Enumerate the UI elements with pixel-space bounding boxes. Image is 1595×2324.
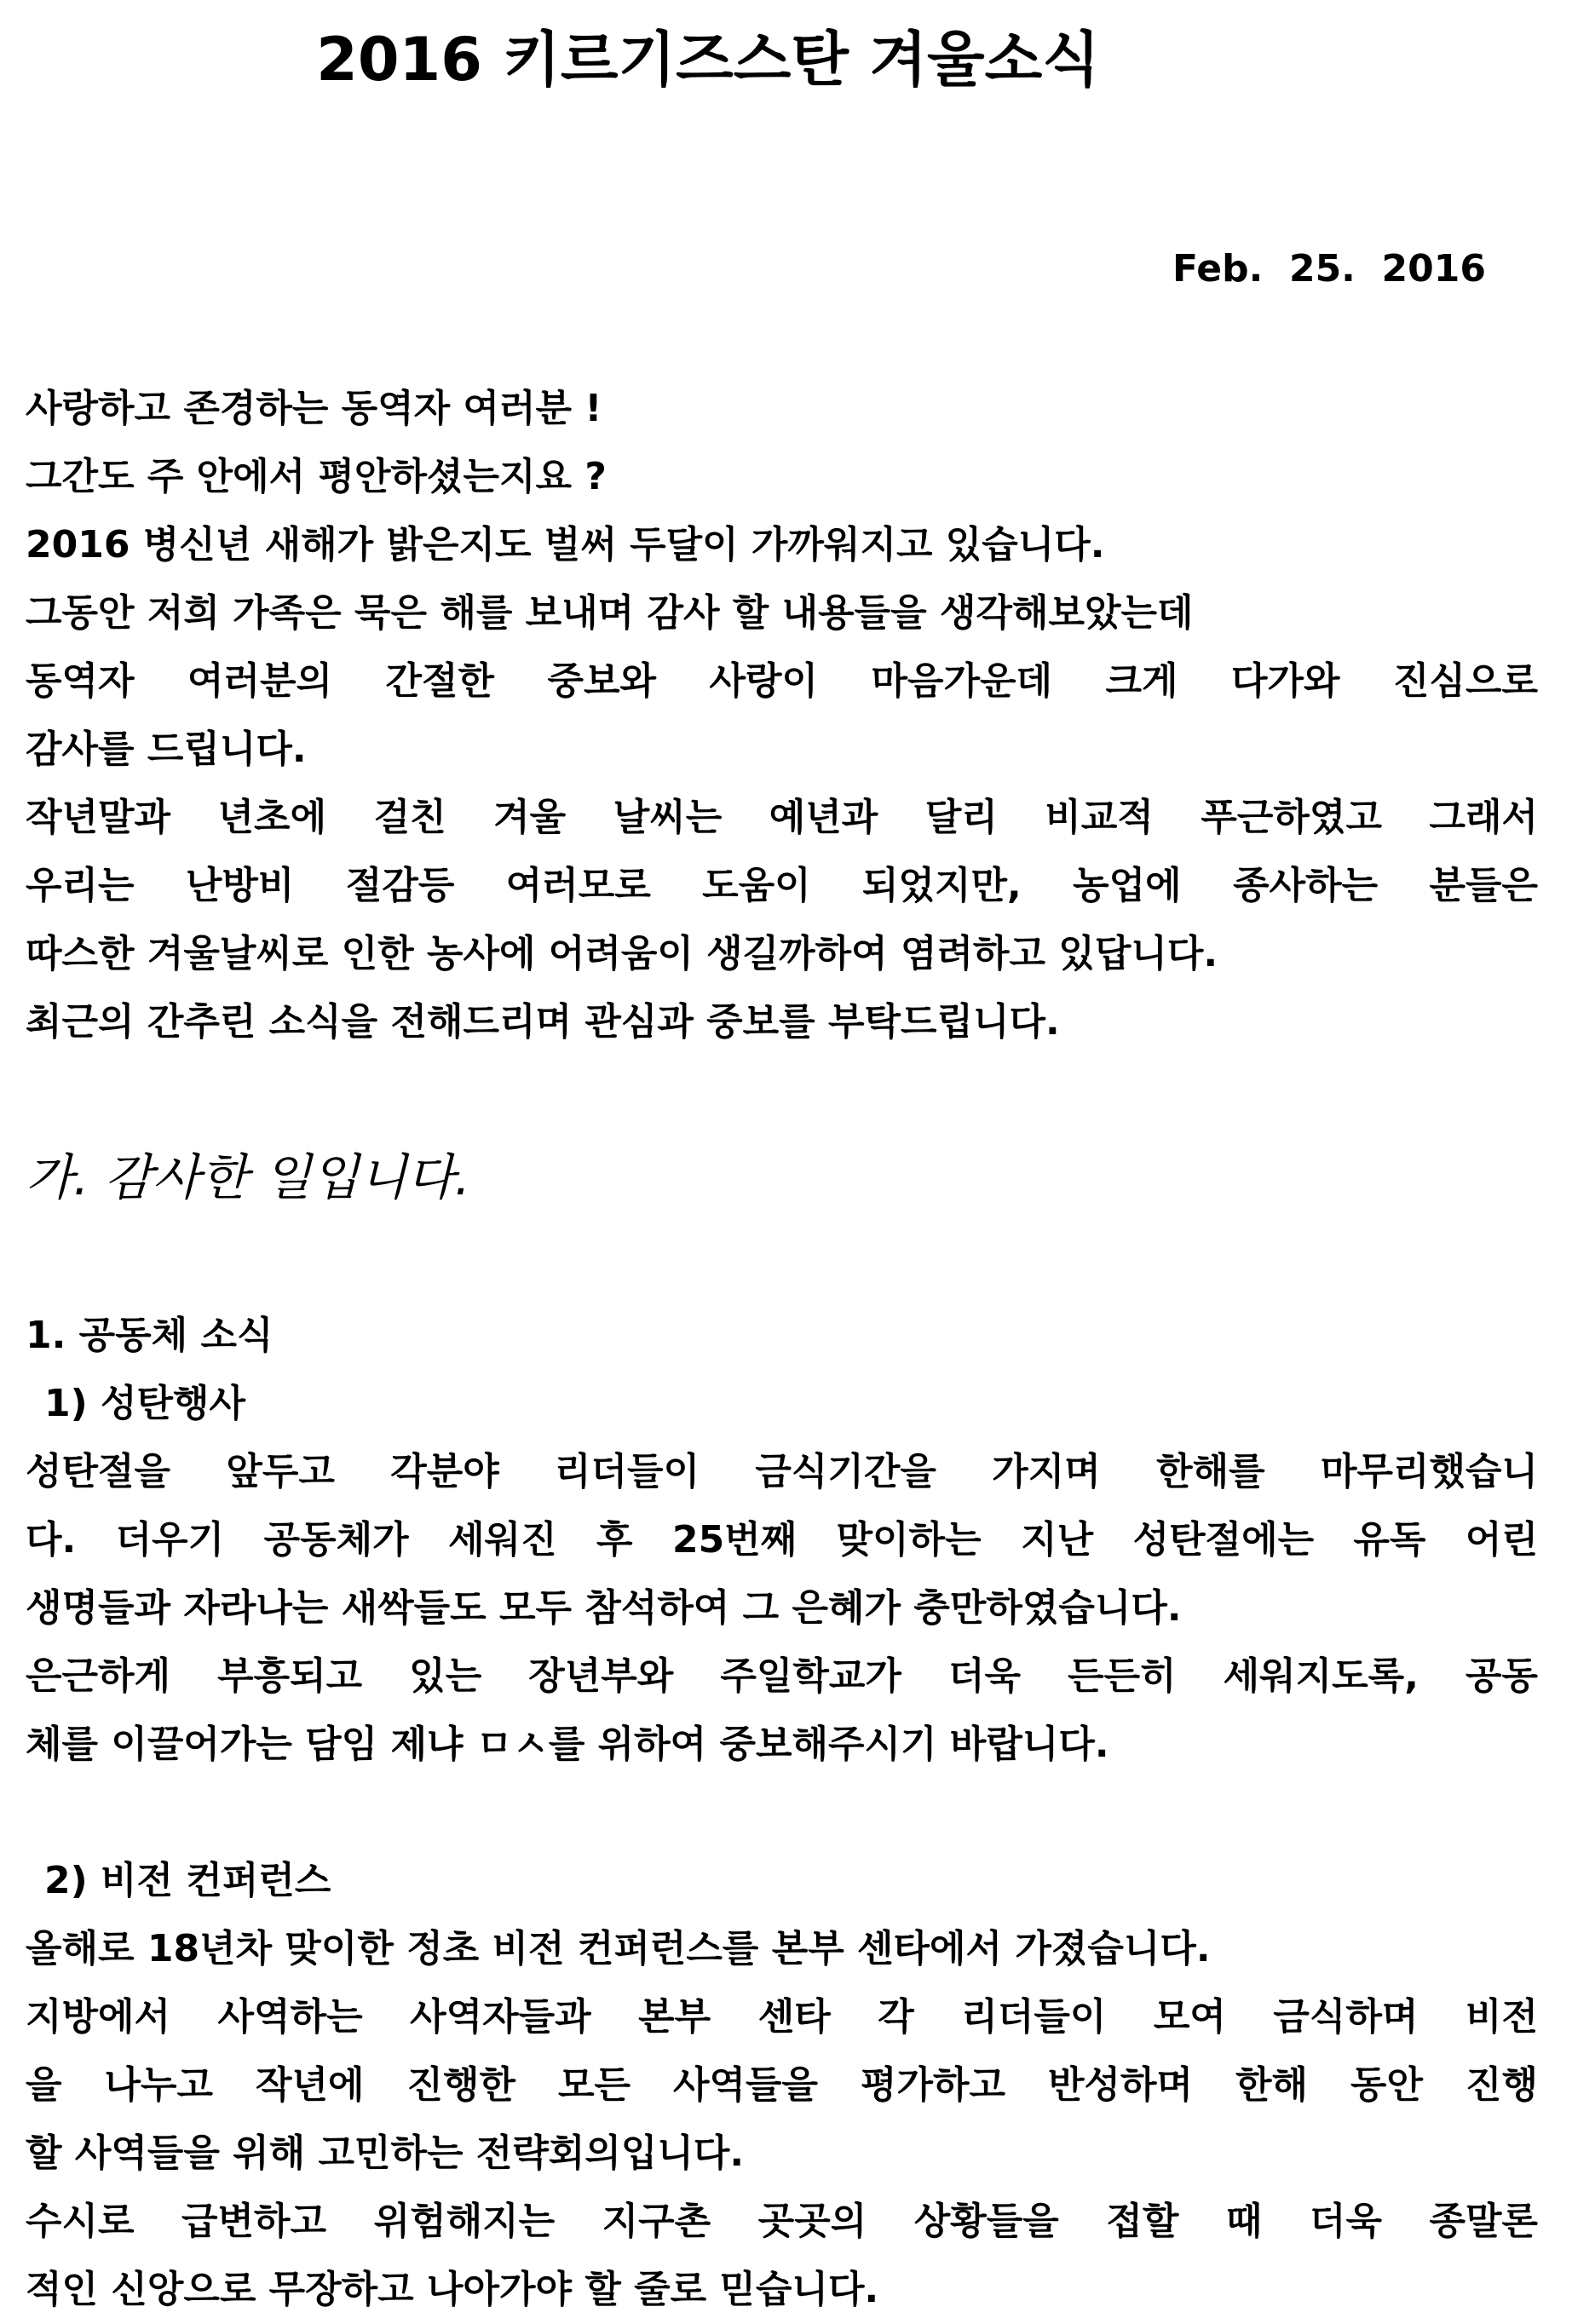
intro-paragraph xyxy=(26,375,1538,1056)
text-line: 올해로 18년차 맞이한 정초 비전 컨퍼런스를 본부 센타에서 가졌습니다. xyxy=(26,1927,1211,1970)
section1-sub1-title-block xyxy=(26,1370,1557,1438)
text-line: 사랑하고 존경하는 동역자 여러분 ! xyxy=(26,387,602,430)
document-title: 2016 키르기즈스탄 겨울소식 xyxy=(316,25,1100,95)
text-line: 동역자 여러분의 간절한 중보와 사랑이 마음가운데 크게 다가와 진심으로 xyxy=(26,659,1538,703)
document-date: Feb. 25. 2016 xyxy=(1172,247,1486,290)
sub2-body xyxy=(26,1915,1538,2324)
text-line: 그동안 저희 가족은 묵은 해를 보내며 감사 할 내용들을 생각해보았는데 xyxy=(26,591,1194,635)
text-line: 체를 이끌어가는 담임 제냐 ㅁㅅ를 위하여 중보해주시기 바랍니다. xyxy=(26,1723,1109,1766)
section1-title-block xyxy=(26,1302,1538,1370)
text-line: 지방에서 사역하는 사역자들과 본부 센타 각 리더들이 모여 금식하며 비전 xyxy=(26,1995,1538,2039)
text-line: 따스한 겨울날씨로 인한 농사에 어려움이 생길까하여 염려하고 있답니다. xyxy=(26,932,1218,975)
text-line: 최근의 간추린 소식을 전해드리며 관심과 중보를 부탁드립니다. xyxy=(26,1000,1060,1044)
sub1-title: 1) 성탄행사 xyxy=(44,1382,246,1425)
text-line: 생명들과 자라나는 새싹들도 모두 참석하여 그 은혜가 충만하였습니다. xyxy=(26,1586,1182,1630)
text-line: 적인 신앙으로 무장하고 나아가야 할 줄로 믿습니다. xyxy=(26,2268,879,2311)
text-line: 수시로 급변하고 위험해지는 지구촌 곳곳의 상황들을 접할 때 더욱 종말론 xyxy=(26,2200,1538,2243)
text-line: 작년말과 년초에 걸친 겨울 날씨는 예년과 달리 비교적 푸근하였고 그래서 xyxy=(26,796,1538,839)
section-heading: 가. 감사한 일입니다. xyxy=(26,1148,470,1206)
text-line: 성탄절을 앞두고 각분야 리더들이 금식기간을 가지며 한해를 마무리했습니 xyxy=(26,1450,1538,1493)
text-line: 우리는 난방비 절감등 여러모로 도움이 되었지만, 농업에 종사하는 분들은 xyxy=(26,864,1538,907)
section1-title: 1. 공동체 소식 xyxy=(26,1314,274,1357)
text-line: 2016 병신년 새해가 밝은지도 벌써 두달이 가까워지고 있습니다. xyxy=(26,523,1105,567)
text-line: 그간도 주 안에서 평안하셨는지요 ? xyxy=(26,455,607,498)
text-line: 감사를 드립니다. xyxy=(26,728,307,771)
text-line: 할 사역들을 위해 고민하는 전략회의입니다. xyxy=(26,2131,745,2175)
section1-sub2-title-block xyxy=(26,1847,1557,1915)
sub1-body xyxy=(26,1438,1538,1779)
text-line: 은근하게 부흥되고 있는 장년부와 주일학교가 더욱 든든히 세워지도록, 공동 xyxy=(26,1654,1538,1698)
text-line: 다. 더우기 공동체가 세워진 후 25번째 맞이하는 지난 성탄절에는 유독 어린 xyxy=(26,1518,1538,1562)
sub2-title: 2) 비전 컨퍼런스 xyxy=(44,1859,331,1902)
text-line: 을 나누고 작년에 진행한 모든 사역들을 평가하고 반성하며 한해 동안 진행 xyxy=(26,2063,1538,2107)
